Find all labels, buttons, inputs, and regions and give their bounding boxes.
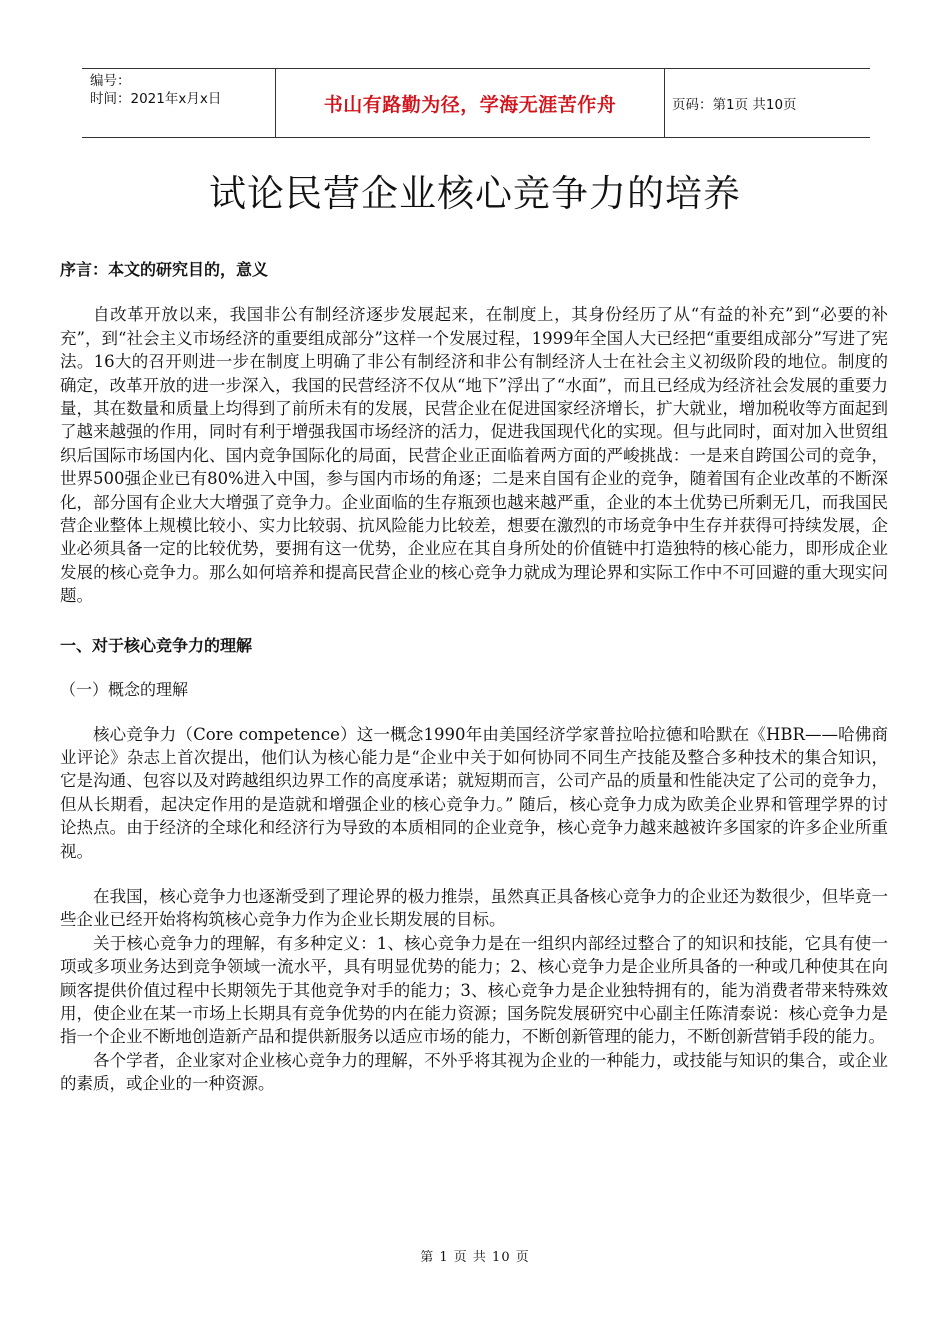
page-header <box>82 68 870 138</box>
document-number-label: 编号： <box>90 73 131 89</box>
header-page-info: 页码：第1页 共10页 <box>672 97 797 113</box>
paragraph-china: 在我国，核心竞争力也逐渐受到了理论界的极力推崇，虽然真正具备核心竞争力的企业还为数很少，但毕竟一些企业已经开始将构筑核心竞争力作为企业长期发展的目标。 <box>60 886 888 930</box>
document-body <box>60 258 888 1096</box>
paragraph-concept: 核心竞争力（Core competence）这一概念1990年由美国经济学家普拉哈拉德和哈默在《HBR——哈佛商业评论》杂志上首次提出，他们认为核心能力是“企业中关于如何协同不同生产技能及整合多种技术的集合知识，它是沟通、包容以及对跨越组织边界工作的高度承诺；就短期而言，公司产品的质量和性能决定了公司的竞争力，但从长期看，起决定作用的是造就和增强企业的核心竞争力。” 随后，核心竞争力成为欧美企业界和管理学界的讨论热点。由于经济的全球化和经济行为导致的本质相同的企业竞争，核心竞争力越来越被许多国家的许多企业所重视。 <box>60 724 888 861</box>
document-title: 试论民营企业核心竞争力的培养 <box>209 172 741 215</box>
paragraph-summary: 各个学者，企业家对企业核心竞争力的理解，不外乎将其视为企业的一种能力，或技能与知识的集合，或企业的素质，或企业的一种资源。 <box>60 1050 888 1094</box>
paragraph-definitions: 关于核心竞争力的理解，有多种定义：1、核心竞争力是在一组织内部经过整合了的知识和技能，它具有使一项或多项业务达到竞争领域一流水平，具有明显优势的能力；2、核心竞争力是企业所具备的一种或几种使其在向顾客提供价值过程中长期领先于其他竞争对手的能力；3、核心竞争力是企业独特拥有的，能为消费者带来特殊效用，使企业在某一市场上长期具有竞争优势的内在能力资源；国务院发展研究中心副主任陈清泰说：核心竞争力是指一个企业不断地创造新产品和提供新服务以适应市场的能力，不断创新管理的能力，不断创新营销手段的能力。 <box>60 933 888 1047</box>
header-meta <box>82 69 276 137</box>
preface-paragraph: 自改革开放以来，我国非公有制经济逐步发展起来，在制度上，其身份经历了从“有益的补充”到“必要的补充”，到“社会主义市场经济的重要组成部分”这样一个发展过程，1999年全国人大已经把“重要组成部分”写进了宪法。16大的召开则进一步在制度上明确了非公有制经济和非公有制经济人士在社会主义初级阶段的地位。制度的确定，改革开放的进一步深入，我国的民营经济不仅从“地下”浮出了“水面”，而且已经成为经济社会发展的重要力量，其在数量和质量上均得到了前所未有的发展，民营企业在促进国家经济增长，扩大就业，增加税收等方面起到了越来越强的作用，同时有利于增强我国市场经济的活力，促进我国现代化的实现。但与此同时，面对加入世贸组织后国际市场国内化、国内竞争国际化的局面，民营企业正面临着两方面的严峻挑战：一是来自跨国公司的竞争，世界500强企业已有80%进入中国，参与国内市场的角逐；二是来自国有企业的竞争，随着国有企业改革的不断深化，部分国有企业大大增强了竞争力。企业面临的生存瓶颈也越来越严重，企业的本土优势已所剩无几，而我国民营企业整体上规模比较小、实力比较弱、抗风险能力比较差，想要在激烈的市场竞争中生存并获得可持续发展，企业必须具备一定的比较优势，要拥有这一优势，企业应在其自身所处的价值链中打造独特的核心能力，即形成企业发展的核心竞争力。那么如何培养和提高民营企业的核心竞争力就成为理论界和实际工作中不可回避的重大现实问题。 <box>60 305 888 606</box>
document-time-label: 时间：2021年x月x日 <box>90 91 222 107</box>
section-1-heading: 一、对于核心竞争力的理解 <box>60 635 253 655</box>
preface-heading: 序言：本文的研究目的，意义 <box>60 260 269 279</box>
subsection-1-heading: （一）概念的理解 <box>60 680 189 700</box>
page-footer: 第 1 页 共 10 页 <box>420 1250 530 1265</box>
header-motto: 书山有路勤为径，学海无涯苦作舟 <box>276 69 665 137</box>
